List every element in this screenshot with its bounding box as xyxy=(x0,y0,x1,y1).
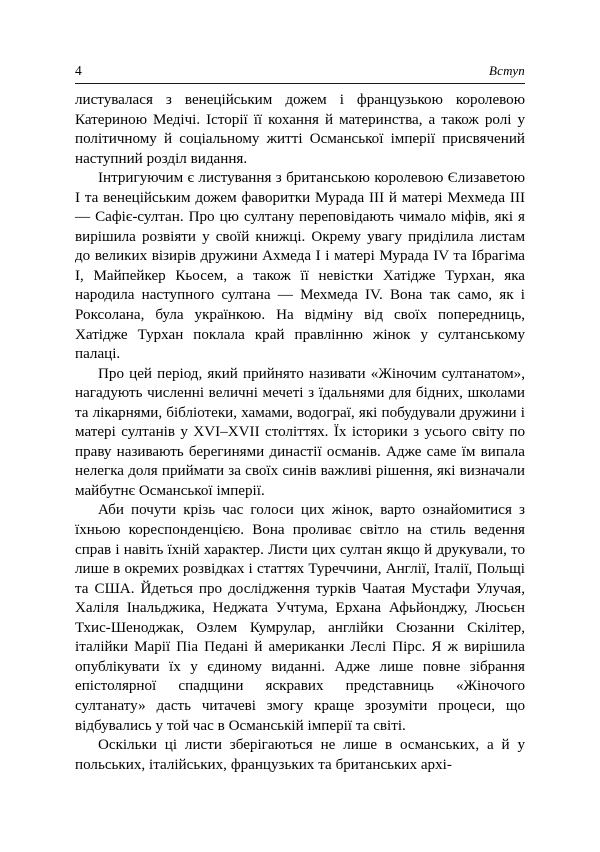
body-text xyxy=(75,91,525,775)
paragraph: Оскільки ці листи зберігаються не лише в османських, а й у польських, італійських, французьких та британських архі- xyxy=(75,737,525,773)
page-content-area xyxy=(75,63,525,775)
page-number: 4 xyxy=(75,63,82,78)
running-head-title: Вступ xyxy=(488,63,525,78)
paragraph-continued: листувалася з венеційським дожем і французькою королевою Катериною Медічі. Історії її кохання й материнства, а також ролі у політичному й соціальному житті Османської імперії присвячений наступний розділ видання. xyxy=(75,92,525,167)
running-head xyxy=(75,63,525,82)
paragraph: Аби почути крізь час голоси цих жінок, варто ознайомитися з їхньою кореспонденцією. Вона проливає світло на стиль ведення справ і навіть їхній характер. Листи цих султан якщо й друкували, то лише в окремих розвідках і статтях Туреччини, Англії, Італії, Польщі та США. Йдеться про дослідження турків Чаатая Мустафи Улучая, Халіля Інальджика, Неджата Учтума, Ерхана Афьйонджу, Люсьєн Тхис-Шеноджак, Озлем Кумрулар, англійки Сюзанни Скілітер, італійки Марії Піа Педані й американки Леслі Пірс. Я ж вирішила опублікувати їх у єдиному виданні. Адже лише повне зібрання епістолярної спадщини яскравих представниць «Жіночого султанату» дасть читачеві змогу краще зрозуміти процеси, що відбувались у той час в Османській імперії та світі. xyxy=(75,502,525,734)
paragraph: Інтригуючим є листування з британською королевою Єлизаветою I та венеційським дожем фаворитки Мурада III й матері Мехмеда III — Сафіє-султан. Про цю султану переповідають чимало міфів, які я вирішила розвіяти у своїй книжці. Окрему увагу приділила листам до великих візирів дружини Ахмеда I і матері Мурада IV та Ібрагіма I, Майпейкер Кьосем, а також її невістки Хатідже Турхан, яка народила наступного султана — Мехмеда IV. Вона так само, як і Роксолана, була українкою. На відміну від своїх попередниць, Хатідже Турхан поклала край правлінню жінок у султанському палаці. xyxy=(75,170,525,363)
header-divider xyxy=(75,83,525,84)
paragraph: Про цей період, який прийнято називати «Жіночим султанатом», нагадують численні величні мечеті з їдальнями для бідних, школами та лікарнями, бібліотеки, хамами, водограї, які побудували дружини і матері султанів у XVI–XVII століттях. Їх історики з усього світу по праву називають берегинями династії османів. Адже саме їм випала нелегка доля приймати за своїх синів важливі рішення, які визначали майбутнє Османської імперії. xyxy=(75,365,525,499)
